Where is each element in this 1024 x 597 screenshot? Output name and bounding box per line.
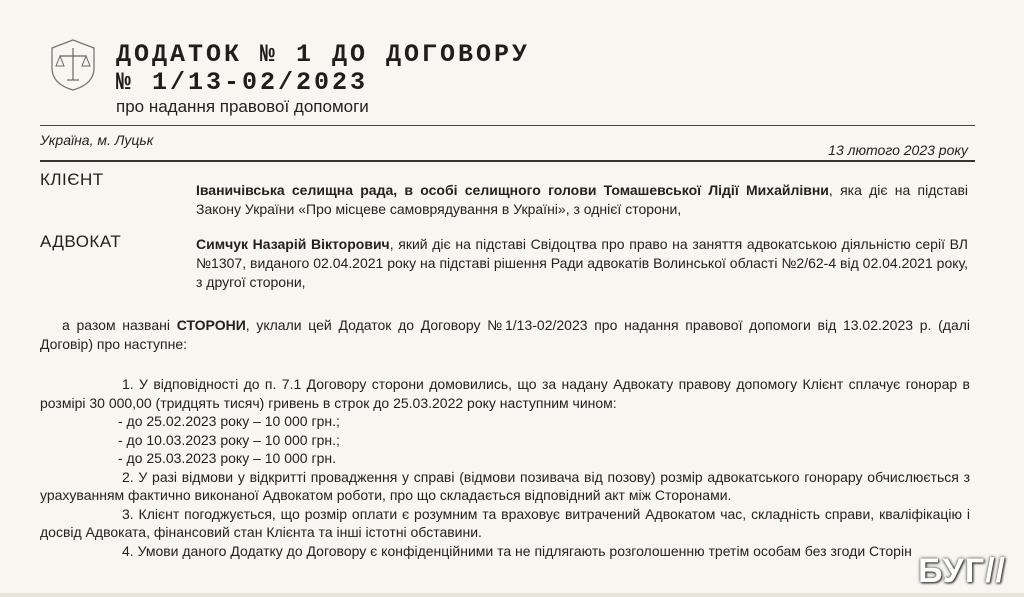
parties-term: СТОРОНИ: [176, 317, 246, 333]
advocate-details: [196, 235, 968, 292]
intro-paragraph: [40, 316, 970, 354]
watermark-logo: БУГ//: [918, 552, 1006, 590]
advocate-basis: , який діє на підставі Свідоцтва про право на заняття адвокатською діяльністю серії ВЛ №1307, виданого 02.04.2021 року на підставі рішення Ради адвокатів Волинської області №2/62-4 від 02.04.2021 року, з другої сторони,: [196, 236, 968, 290]
scales-of-justice-icon: [48, 38, 98, 92]
document-subtitle: про надання правової допомоги: [116, 97, 369, 116]
terms-section: [40, 375, 970, 560]
payment-schedule-item: - до 25.03.2023 року – 10 000 грн.: [118, 450, 336, 466]
page-bottom-edge: [0, 593, 1024, 597]
term-3: 3. Клієнт погоджується, що розмір оплати є розумним та враховує витрачений Адвокатом час, складність справи, кваліфікацію і досвід Адвоката, фінансовий стан Клієнта та інші істотні обставини.: [40, 505, 970, 540]
client-basis: , яка діє на підставі Закону України «Про місцеве самоврядування в Україні», з однієї сторони,: [196, 182, 969, 217]
document-title: ДОДАТОК № 1 ДО ДОГОВОРУ: [116, 40, 531, 69]
contract-number: № 1/13-02/2023: [116, 68, 369, 97]
client-details: [196, 181, 968, 219]
term-1: 1. У відповідності до п. 7.1 Договору сторони домовились, що за надану Адвокату правову допомогу Клієнт сплачує гонорар в розмірі 30 000,00 (тридцять тисяч) гривень в строк до 25.03.2022 року наступним чином:: [40, 376, 970, 411]
advocate-label: АДВОКАТ: [40, 232, 122, 251]
client-label: КЛІЄНТ: [40, 170, 104, 189]
signing-date: 13 лютого 2023 року: [828, 142, 968, 158]
advocate-name: Симчук Назарій Вікторович: [196, 236, 390, 252]
client-name: Іваничівська селищна рада, в особі селищного голови Томашевської Лідії Михайлівни: [196, 182, 829, 198]
place-of-signing: Україна, м. Луцьк: [40, 132, 154, 148]
header-divider: [40, 125, 975, 126]
payment-schedule-item: - до 10.03.2023 року – 10 000 грн.;: [118, 431, 340, 448]
intro-text-end: , уклали цей Додаток до Договору №1/13-02/2023 про надання правової допомоги від 13.02.2023 р. (далі Договір) про наступне:: [40, 317, 971, 352]
term-2: 2. У разі відмови у відкритті провадження у справі (відмови позивача від позову) розмір адвокатського гонорару обчислюється з урахуванням фактично виконаної Адвокатом роботи, про що складається відповідний акт між Сторонами.: [40, 468, 970, 503]
meta-divider: [40, 160, 975, 162]
intro-text-start: а разом названі: [62, 317, 177, 333]
payment-schedule-item: - до 25.02.2023 року – 10 000 грн.;: [118, 413, 340, 429]
term-4: 4. Умови даного Додатку до Договору є конфіденційними та не підлягають розголошенню третім особам без згоди Сторін: [122, 542, 912, 559]
